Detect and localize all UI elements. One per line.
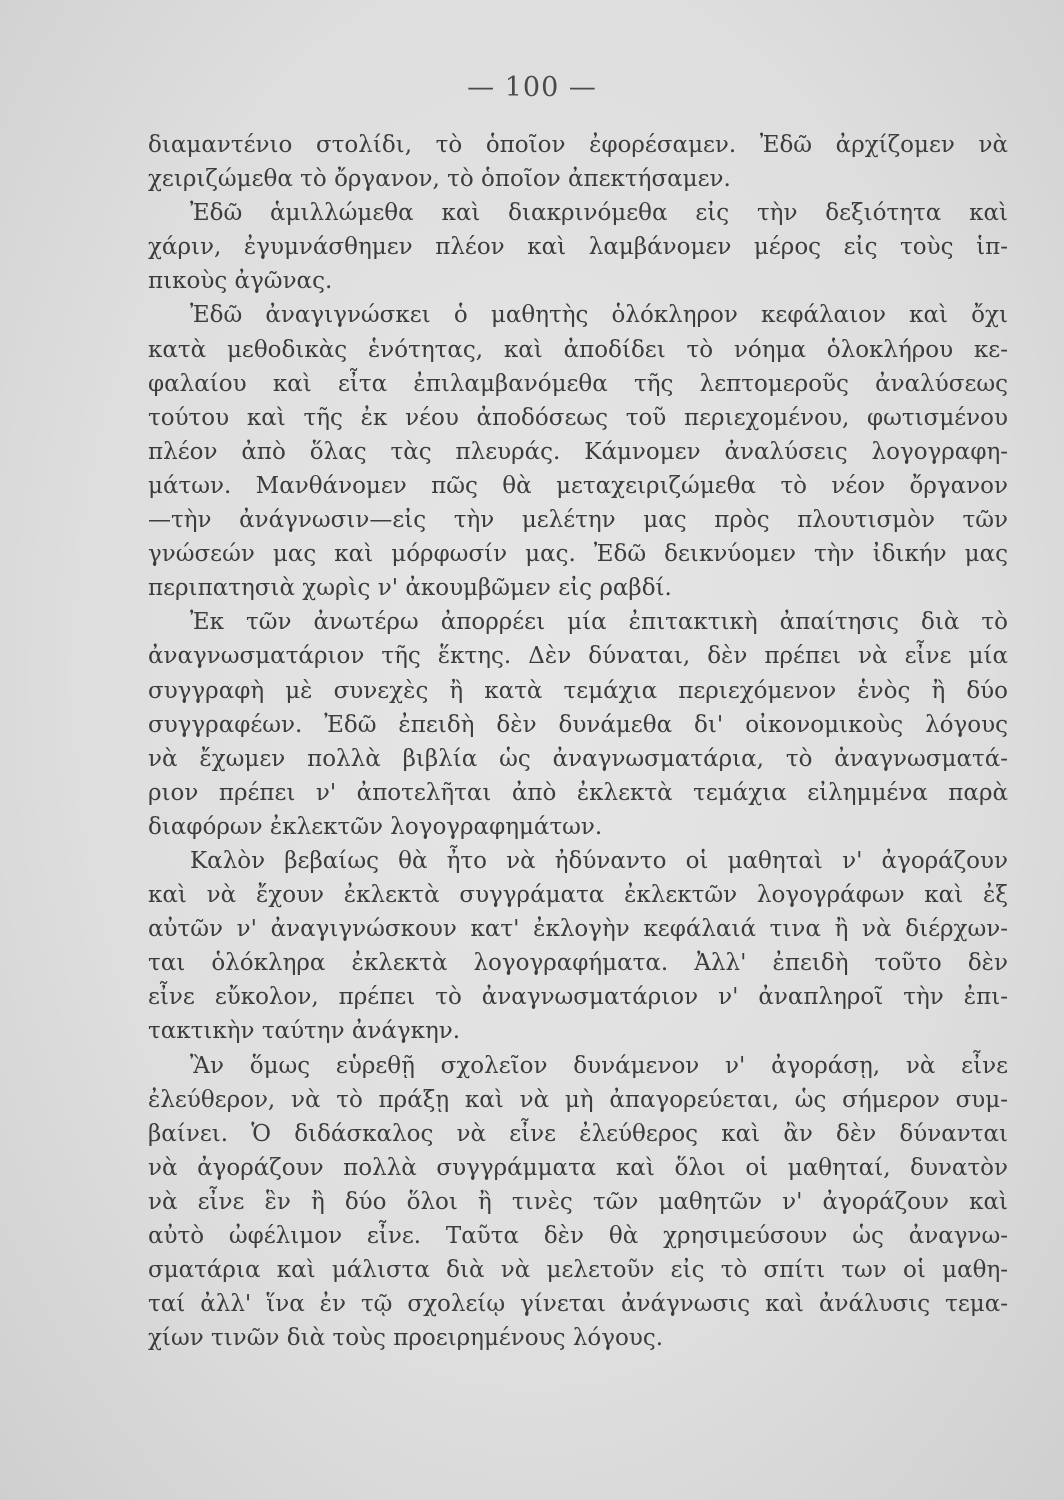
text-line: πλέον ἀπὸ ὅλας τὰς πλευράς. Κάμνομεν ἀναλύσεις λογογραφη- <box>148 438 1008 465</box>
text-line: τούτου καὶ τῆς ἐκ νέου ἀποδόσεως τοῦ περιεχομένου, φωτισμένου <box>148 404 1008 431</box>
text-line: συγγραφὴ μὲ συνεχὲς ἢ κατὰ τεμάχια περιεχόμενον ἑνὸς ἢ δύο <box>148 677 1008 704</box>
text-line: ἀναγνωσματάριον τῆς ἕκτης. Δὲν δύναται, δὲν πρέπει νὰ εἶνε μία <box>148 643 1008 670</box>
text-line: αὐτῶν ν' ἀναγιγνώσκουν κατ' ἐκλογὴν κεφάλαιά τινα ἢ νὰ διέρχων- <box>148 916 1008 943</box>
text-line: συγγραφέων. Ἐδῶ ἐπειδὴ δὲν δυνάμεθα δι' οἰκονομικοὺς λόγους <box>148 711 1008 738</box>
text-line: κατὰ μεθοδικὰς ἑνότητας, καὶ ἀποδίδει τὸ νόημα ὁλοκλήρου κε- <box>148 336 1008 363</box>
text-line: μάτων. Μανθάνομεν πῶς θὰ μεταχειριζώμεθα τὸ νέον ὄργανον <box>148 472 1008 499</box>
text-line: Ἐδῶ ἀναγιγνώσκει ὁ μαθητὴς ὁλόκληρον κεφάλαιον καὶ ὄχι <box>190 302 1008 329</box>
text-line: τακτικὴν ταύτην ἀνάγκην. <box>148 1018 461 1045</box>
text-line: περιπατησιὰ χωρὶς ν' ἀκουμβῶμεν εἰς ραβδί. <box>148 575 672 602</box>
text-line: πικοὺς ἀγῶνας. <box>148 268 333 295</box>
text-line: Ἐδῶ ἁμιλλώμεθα καὶ διακρινόμεθα εἰς τὴν δεξιότητα καὶ <box>190 200 1008 227</box>
text-line: καὶ νὰ ἔχουν ἐκλεκτὰ συγγράματα ἐκλεκτῶν λογογράφων καὶ ἐξ <box>148 882 1008 909</box>
text-line: αὐτὸ ὠφέλιμον εἶνε. Ταῦτα δὲν θὰ χρησιμεύσουν ὡς ἀναγνω- <box>148 1223 1008 1249</box>
text-line: Ἂν ὅμως εὑρεθῇ σχολεῖον δυνάμενον ν' ἀγοράσῃ, νὰ εἶνε <box>190 1052 1008 1079</box>
text-line: —τὴν ἀνάγνωσιν—εἰς τὴν μελέτην μας πρὸς πλουτισμὸν τῶν <box>148 507 1008 534</box>
text-line: νὰ ἔχωμεν πολλὰ βιβλία ὡς ἀναγνωσματάρια, τὸ ἀναγνωσματά- <box>148 745 1008 772</box>
text-line: φαλαίου καὶ εἶτα ἐπιλαμβανόμεθα τῆς λεπτομεροῦς ἀναλύσεως <box>148 370 1008 397</box>
text-line: χειριζώμεθα τὸ ὄργανον, τὸ ὁποῖον ἀπεκτήσαμεν. <box>148 166 731 193</box>
text-line: βαίνει. Ὁ διδάσκαλος νὰ εἶνε ἐλεύθερος καὶ ἂν δὲν δύνανται <box>148 1120 1008 1147</box>
text-line: ται ὁλόκληρα ἐκλεκτὰ λογογραφήματα. Ἀλλ' ἐπειδὴ τοῦτο δὲν <box>148 950 1008 977</box>
text-line: ταί ἀλλ' ἵνα ἐν τῷ σχολείῳ γίνεται ἀνάγνωσις καὶ ἀνάλυσις τεμα- <box>148 1291 1008 1318</box>
text-line: νὰ ἀγοράζουν πολλὰ συγγράμματα καὶ ὅλοι οἱ μαθηταί, δυνατὸν <box>148 1154 1008 1181</box>
text-line: χάριν, ἐγυμνάσθημεν πλέον καὶ λαμβάνομεν μέρος εἰς τοὺς ἱπ- <box>148 234 1008 261</box>
text-line: χίων τινῶν διὰ τοὺς προειρημένους λόγους. <box>148 1325 664 1352</box>
text-line: ἐλεύθερον, νὰ τὸ πράξῃ καὶ νὰ μὴ ἀπαγορεύεται, ὡς σήμερον συμ- <box>148 1086 1008 1113</box>
text-line: νὰ εἶνε ἓν ἢ δύο ὅλοι ἢ τινὲς τῶν μαθητῶν ν' ἀγοράζουν καὶ <box>148 1188 1008 1215</box>
text-line: Καλὸν βεβαίως θὰ ἦτο νὰ ἠδύναντο οἱ μαθηταὶ ν' ἀγοράζουν <box>190 847 1008 874</box>
text-line: γνώσεών μας καὶ μόρφωσίν μας. Ἐδῶ δεικνύομεν τὴν ἰδικήν μας <box>148 541 1008 568</box>
text-line: Ἐκ τῶν ἀνωτέρω ἀπορρέει μία ἐπιτακτικὴ ἀπαίτησις διὰ τὸ <box>190 609 1008 636</box>
page-number: — 100 — <box>467 72 597 103</box>
text-line: διαμαντένιο στολίδι, τὸ ὁποῖον ἐφορέσαμεν. Ἐδῶ ἀρχίζομεν νὰ <box>148 132 1008 158</box>
body-text <box>148 128 1008 1355</box>
text-line: σματάρια καὶ μάλιστα διὰ νὰ μελετοῦν εἰς τὸ σπίτι των οἱ μαθη- <box>148 1257 1008 1284</box>
text-line: διαφόρων ἐκλεκτῶν λογογραφημάτων. <box>148 813 603 840</box>
text-line: εἶνε εὔκολον, πρέπει τὸ ἀναγνωσματάριον ν' ἀναπληροῖ τὴν ἐπι- <box>148 984 1008 1011</box>
text-line: ριον πρέπει ν' ἀποτελῆται ἀπὸ ἐκλεκτὰ τεμάχια εἰλημμένα παρὰ <box>148 779 1008 806</box>
